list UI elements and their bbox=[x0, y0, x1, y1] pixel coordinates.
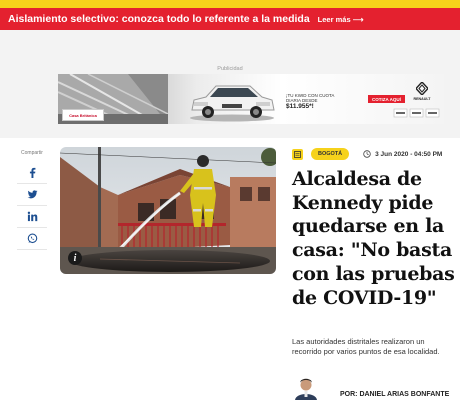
dealer-logos bbox=[392, 106, 442, 120]
casa-britanica-logo: Casa Británica bbox=[62, 109, 104, 121]
twitter-icon bbox=[27, 189, 38, 200]
publish-date: 3 Jun 2020 - 04:50 PM bbox=[375, 150, 443, 158]
share-label: Compartir bbox=[21, 150, 43, 156]
author-name[interactable]: POR: DANIEL ARIAS BONFANTE bbox=[340, 391, 450, 398]
renault-logo: RENAULT bbox=[404, 82, 440, 104]
article-meta bbox=[292, 146, 456, 162]
photo-info-icon[interactable]: i bbox=[68, 251, 82, 265]
logo-edge bbox=[36, 0, 64, 8]
ad-label: Publicidad bbox=[217, 66, 243, 72]
ad-offer-text: ¡TU KWID CON CUOTA DIARIA DESDE $11.955*! bbox=[286, 93, 335, 110]
newspaper-icon bbox=[294, 151, 301, 158]
section-icon bbox=[292, 149, 303, 160]
top-accent-strip bbox=[0, 0, 460, 8]
clock-icon bbox=[363, 150, 371, 158]
share-twitter-button[interactable] bbox=[17, 184, 47, 206]
article-photo[interactable] bbox=[60, 147, 276, 274]
share-facebook-button[interactable] bbox=[17, 162, 47, 184]
article-headline: Alcaldesa de Kennedy pide quedarse en la casa: "No basta con las pruebas de COVID-19" bbox=[292, 168, 455, 309]
renault-diamond-icon bbox=[416, 82, 428, 95]
article-summary: Las autoridades distritales realizaron un recorrido por varios puntos de esa localidad. bbox=[292, 337, 440, 357]
alert-bar bbox=[0, 8, 460, 30]
arrow-right-icon: ⟶ bbox=[352, 14, 364, 24]
whatsapp-icon bbox=[27, 233, 38, 244]
share-column bbox=[17, 150, 47, 250]
linkedin-icon bbox=[27, 211, 38, 222]
share-linkedin-button[interactable] bbox=[17, 206, 47, 228]
section-badge[interactable]: BOGOTÁ bbox=[311, 148, 349, 160]
alert-headline[interactable]: Aislamiento selectivo: conozca todo lo referente a la medida bbox=[8, 13, 310, 25]
read-more-link[interactable]: Leer más ⟶ bbox=[317, 14, 364, 24]
author-avatar[interactable] bbox=[292, 377, 320, 400]
car-image bbox=[186, 78, 278, 122]
article-photo-image bbox=[60, 147, 276, 274]
ad-cta-button[interactable]: COTIZA AQUÍ bbox=[368, 95, 405, 103]
share-whatsapp-button[interactable] bbox=[17, 228, 47, 250]
ad-banner[interactable] bbox=[58, 74, 444, 124]
facebook-icon bbox=[27, 167, 38, 178]
author-photo bbox=[292, 377, 320, 400]
